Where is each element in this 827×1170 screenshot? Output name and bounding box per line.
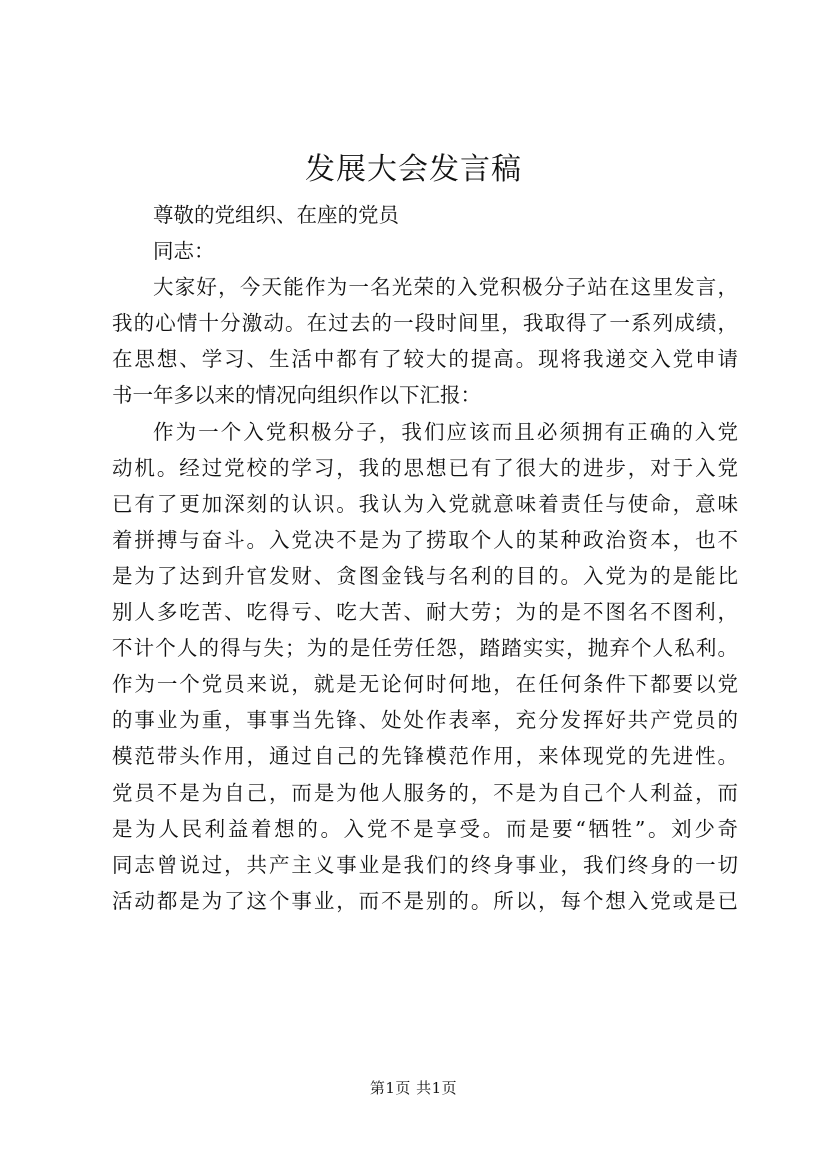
paragraph-line: 动机。经过党校的学习，我的思想已有了很大的进步，对于入党 — [112, 455, 738, 480]
paragraph-line: 已有了更加深刻的认识。我认为入党就意味着责任与使命，意味 — [112, 491, 738, 516]
paragraph-line: 的事业为重，事事当先锋、处处作表率，充分发挥好共产党员的 — [112, 708, 738, 733]
paragraph-line: 同志曾说过，共产主义事业是我们的终身事业，我们终身的一切 — [112, 852, 738, 877]
document-title: 发展大会发言稿 — [305, 152, 522, 187]
paragraph-line: 大家好，今天能作为一名光荣的入党积极分子站在这里发言， — [153, 275, 738, 300]
paragraph-line: 书一年多以来的情况向组织作以下汇报： — [112, 383, 481, 408]
paragraph-line: 作为一个入党积极分子，我们应该而且必须拥有正确的入党 — [153, 419, 738, 444]
page-footer: 第1页 共1页 — [369, 1079, 458, 1097]
paragraph-line: 活动都是为了这个事业，而不是别的。所以，每个想入党或是已 — [112, 888, 738, 913]
document-body — [112, 197, 738, 919]
salutation-line-2: 同志： — [153, 239, 215, 264]
paragraph-line: 着拼搏与奋斗。入党决不是为了捞取个人的某种政治资本，也不 — [112, 527, 738, 552]
paragraph-line: 在思想、学习、生活中都有了较大的提高。现将我递交入党申请 — [112, 347, 738, 372]
paragraph-line: 党员不是为自己，而是为他人服务的，不是为自己个人利益，而 — [112, 780, 738, 805]
paragraph-line: 是为人民利益着想的。入党不是享受。而是要“牺牲”。刘少奇 — [112, 816, 738, 841]
paragraph-line: 别人多吃苦、吃得亏、吃大苦、耐大劳；为的是不图名不图利， — [112, 600, 738, 625]
paragraph-line: 模范带头作用，通过自己的先锋模范作用，来体现党的先进性。 — [112, 744, 738, 769]
paragraph-line: 作为一个党员来说，就是无论何时何地，在任何条件下都要以党 — [112, 672, 738, 697]
paragraph-line: 是为了达到升官发财、贪图金钱与名利的目的。入党为的是能比 — [112, 563, 738, 588]
salutation-line-1: 尊敬的党组织、在座的党员 — [153, 203, 399, 227]
paragraph-line: 我的心情十分激动。在过去的一段时间里，我取得了一系列成绩， — [112, 311, 738, 336]
paragraph-line: 不计个人的得与失；为的是任劳任怨，踏踏实实，抛弃个人私利。 — [112, 636, 738, 661]
